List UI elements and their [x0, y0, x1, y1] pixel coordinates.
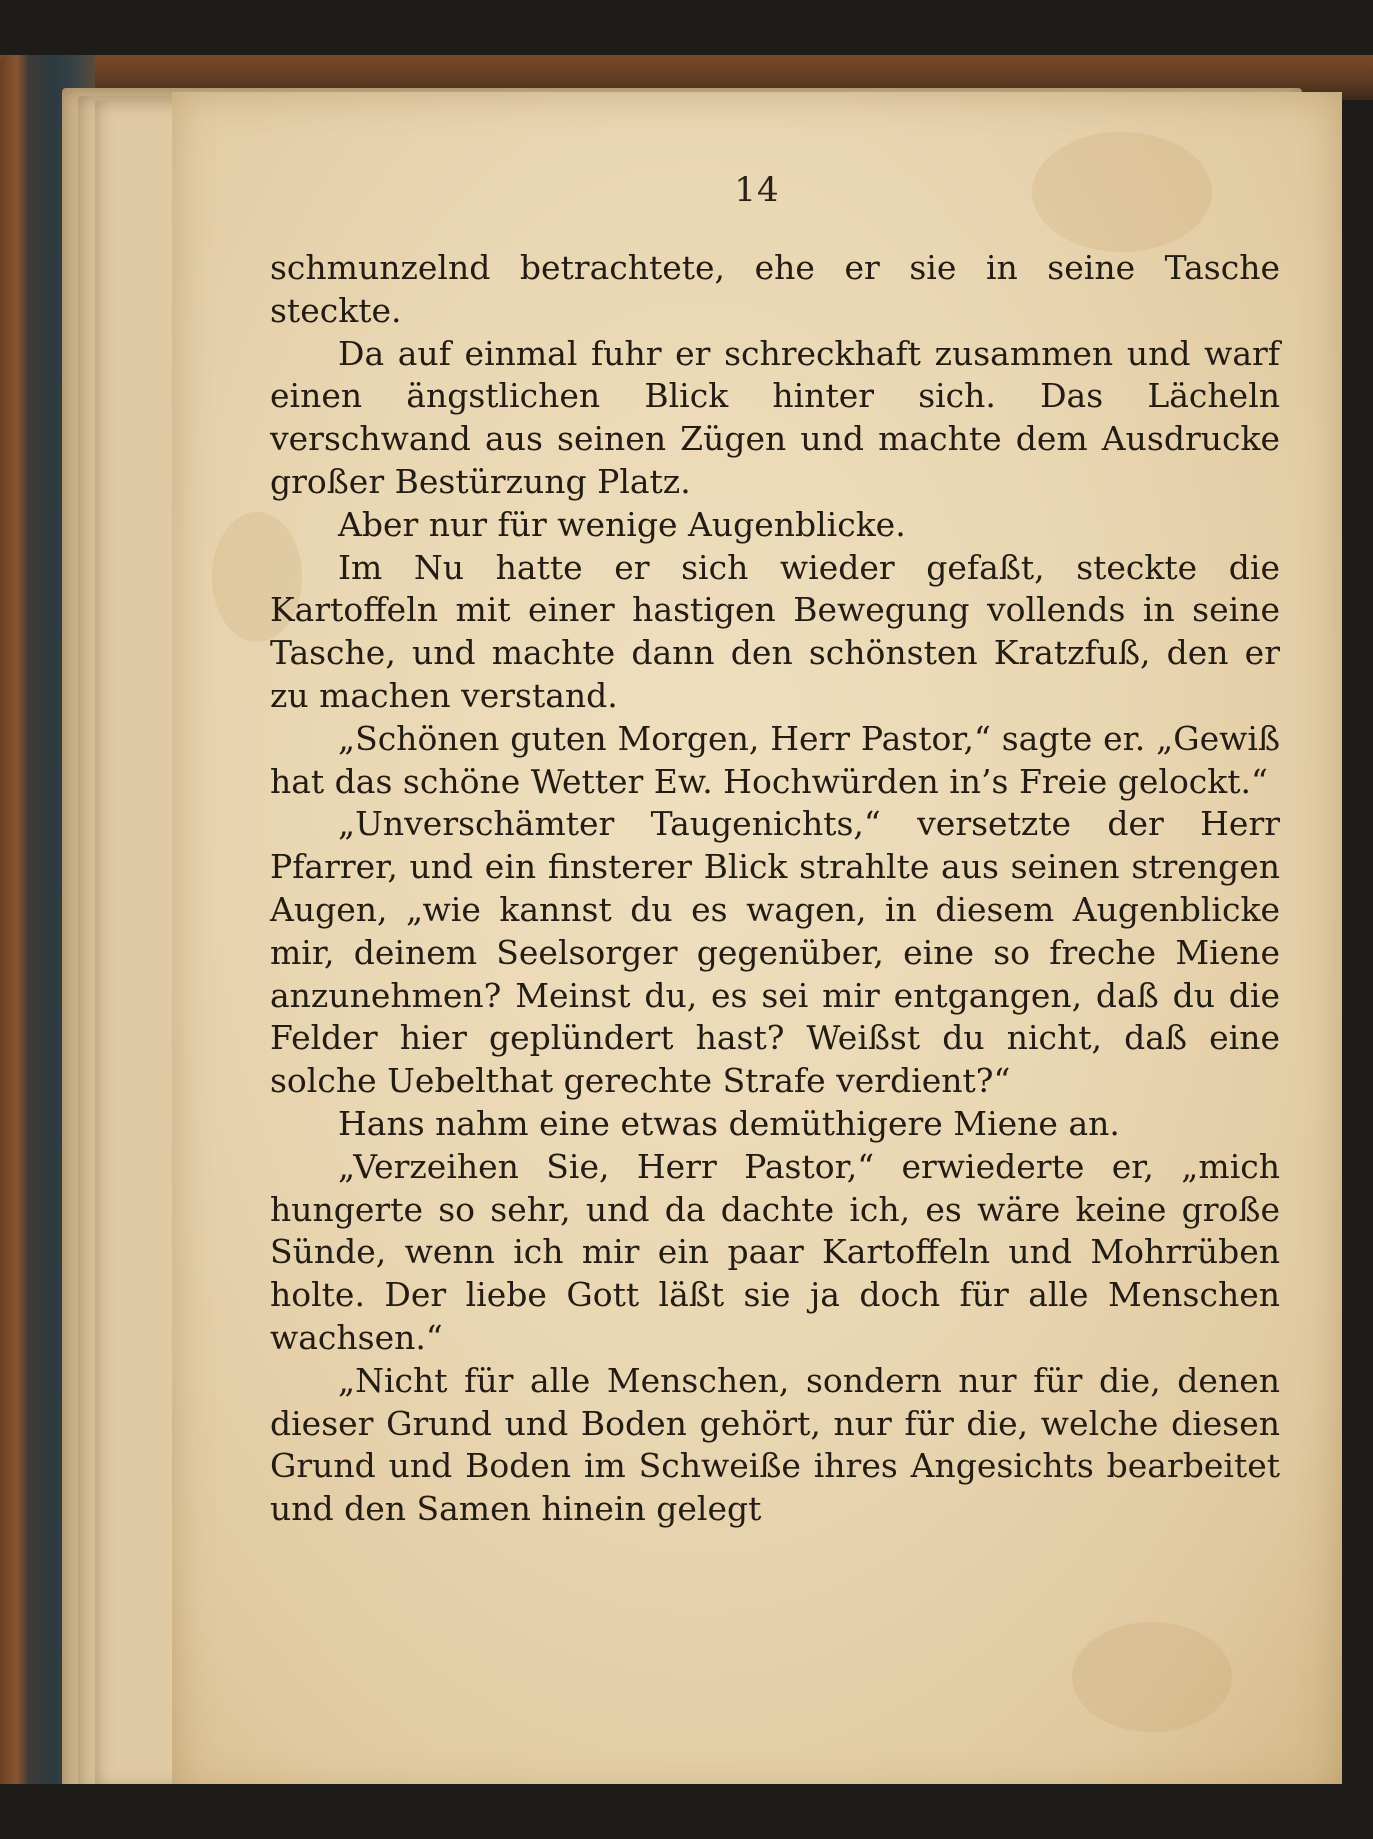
- paragraph: „Schönen guten Morgen, Herr Pastor,“ sagte er. „Gewiß hat das schöne Wetter Ew. Hochwürden in’s Freie gelockt.“: [270, 718, 1280, 801]
- page-number: 14: [734, 170, 780, 210]
- paragraph: Aber nur für wenige Augenblicke.: [338, 504, 906, 544]
- paper-stain: [1072, 1622, 1232, 1732]
- paragraph: „Verzeihen Sie, Herr Pastor,“ erwiederte er, „mich hungerte so sehr, und da dachte ich, es wäre keine große Sünde, wenn ich mir ein paar Kartoffeln und Mohrrüben holte. Der liebe Gott läßt sie ja doch für alle Menschen wachsen.“: [270, 1146, 1280, 1357]
- paragraph: schmunzelnd betrachtete, ehe er sie in seine Tasche steckte.: [270, 248, 1280, 330]
- page-body-text: [270, 247, 1280, 1531]
- scan-bottom-background: [0, 1784, 1373, 1839]
- paragraph: Da auf einmal fuhr er schreckhaft zusammen und warf einen ängstlichen Blick hinter sich. Das Lächeln verschwand aus seinen Zügen und machte dem Ausdrucke großer Bestürzung Platz.: [270, 333, 1280, 501]
- paragraph: „Nicht für alle Menschen, sondern nur für die, denen dieser Grund und Boden gehört, nur für die, welche diesen Grund und Boden im Schweiße ihres Angesichts bearbeitet und den Samen hinein gelegt: [270, 1360, 1280, 1529]
- paragraph: „Unverschämter Taugenichts,“ versetzte der Herr Pfarrer, und ein finsterer Blick strahlte aus seinen strengen Augen, „wie kannst du es wagen, in diesem Augenblicke mir, deinem Seelsorger gegenüber, eine so freche Miene anzunehmen? Meinst du, es sei mir entgangen, daß du die Felder hier geplündert hast? Weißst du nicht, daß eine solche Uebelthat gerechte Strafe verdient?“: [270, 804, 1280, 1101]
- paragraph: Im Nu hatte er sich wieder gefaßt, steckte die Kartoffeln mit einer hastigen Bewegung vollends in seine Tasche, und machte dann den schönsten Kratzfuß, den er zu machen verstand.: [270, 547, 1280, 715]
- paragraph: Hans nahm eine etwas demüthigere Miene an.: [338, 1103, 1120, 1143]
- book-page: [172, 92, 1342, 1797]
